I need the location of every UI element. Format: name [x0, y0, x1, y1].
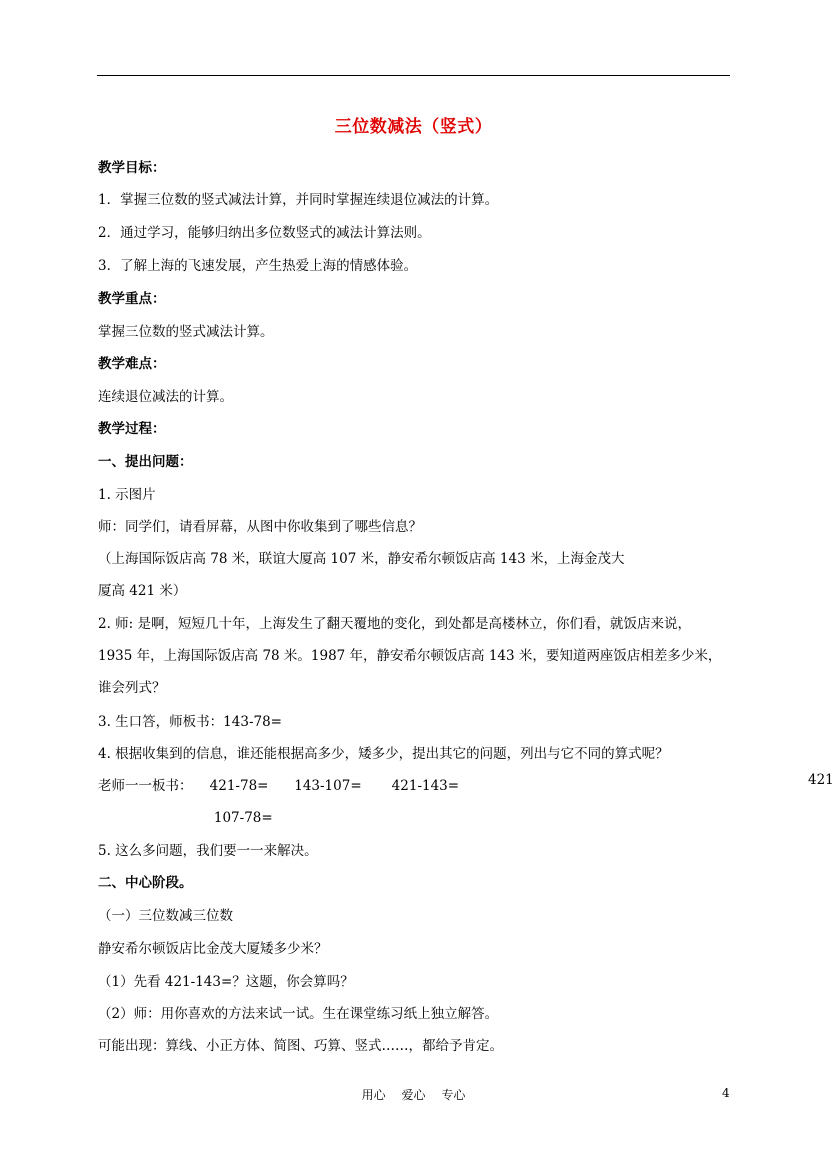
footer-item: 爱心	[401, 1088, 426, 1102]
body-line: 2. 师: 是啊，短短几十年，上海发生了翻天覆地的变化，到处都是高楼林立，你们看，就饭店来说，	[98, 616, 692, 632]
body-line: 1. 示图片	[98, 487, 156, 503]
section-heading: 教学重点：	[98, 291, 166, 307]
body-line: （上海国际饭店高 78 米，联谊大厦高 107 米，静安希尔顿饭店高 143 米，上海金茂大	[98, 551, 625, 567]
footer-item: 专心	[441, 1088, 466, 1102]
body-line: 师：同学们，请看屏幕，从图中你收集到了哪些信息？	[98, 519, 422, 535]
body-line: 4. 根据收集到的信息，谁还能根据高多少，矮多少，提出其它的问题，列出与它不同的算式呢？	[98, 746, 669, 762]
body-line: （一）三位数减三位数	[98, 908, 233, 924]
section-heading: 教学过程：	[98, 421, 166, 437]
body-line: 5. 这么多问题，我们要一一来解决。	[98, 843, 318, 859]
footer-item: 用心	[361, 1088, 386, 1102]
header-rule	[97, 75, 730, 76]
document-title: 三位数减法（竖式）	[334, 117, 493, 137]
body-line: （2）师：用你喜欢的方法来试一试。生在课堂练习纸上独立解答。	[98, 1006, 499, 1022]
body-line: 连续退位减法的计算。	[98, 389, 233, 405]
section-heading: 教学目标：	[98, 160, 166, 176]
section-heading: 二、中心阶段。	[98, 875, 193, 891]
body-line: 掌握三位数的竖式减法计算。	[98, 324, 274, 340]
body-line: 1．掌握三位数的竖式减法计算，并同时掌握连续退位减法的计算。	[98, 192, 499, 208]
footer	[0, 1086, 827, 1103]
body-line: 老师一一板书： 421-78= 143-107= 421-143=	[98, 778, 460, 794]
body-line: 1935 年，上海国际饭店高 78 米。1987 年，静安希尔顿饭店高 143 米，要知道两座饭店相差多少米，	[98, 648, 722, 664]
body-line: 3. 生口答，师板书：143-78=	[98, 714, 282, 730]
body-line: 静安希尔顿饭店比金茂大厦矮多少米？	[98, 941, 328, 957]
body-line: 3．了解上海的飞速发展，产生热爱上海的情感体验。	[98, 258, 418, 274]
body-line: 2．通过学习，能够归纳出多位数竖式的减法计算法则。	[98, 225, 431, 241]
stray-number: 421	[808, 772, 834, 788]
body-line: 谁会列式？	[98, 680, 166, 696]
body-line: 107-78=	[98, 810, 273, 826]
body-line: （1）先看 421-143=？这题，你会算吗？	[98, 974, 354, 990]
body-line: 厦高 421 米）	[98, 583, 187, 599]
section-heading: 教学难点：	[98, 356, 166, 372]
page-number: 4	[722, 1086, 730, 1100]
body-line: 可能出现：算线、小正方体、简图、巧算、竖式……，都给予肯定。	[98, 1038, 503, 1054]
section-heading: 一、提出问题：	[98, 454, 193, 470]
